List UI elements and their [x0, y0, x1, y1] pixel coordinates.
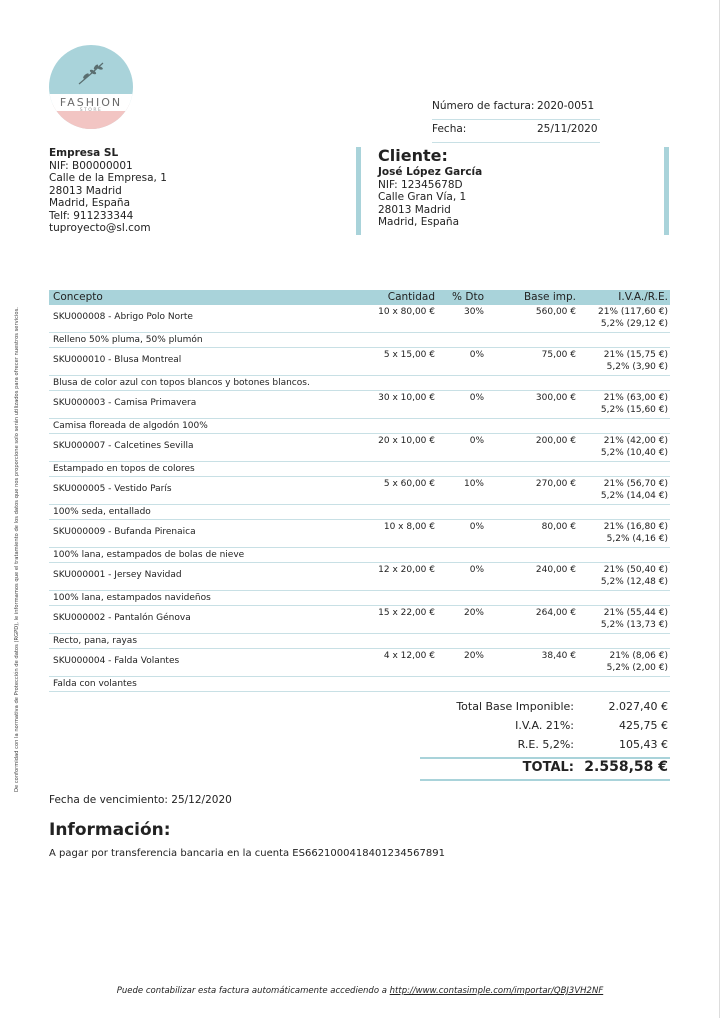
item-quantity: 5 x 60,00 € [383, 479, 435, 489]
item-re: 5,2% (10,40 €) [600, 448, 668, 458]
item-description: 100% lana, estampados navideños [53, 593, 211, 603]
iva-label: I.V.A. 21%: [515, 719, 574, 732]
table-body [49, 305, 670, 692]
privacy-note: De conformidad con la normativa de Protección de datos (RGPD), le informamos que el tratamiento de los datos que nos proporcione solo serán utilizados para ofrecer nuestros servicios. [14, 307, 20, 792]
item-discount: 20% [463, 651, 484, 661]
info-text: A pagar por transferencia bancaria en la cuenta ES6621000418401234567891 [49, 848, 445, 859]
company-street: Calle de la Empresa, 1 [49, 172, 167, 184]
item-iva: 21% (56,70 €) [603, 479, 668, 489]
info-title: Información: [49, 820, 171, 840]
item-description: Relleno 50% pluma, 50% plumón [53, 335, 203, 345]
table-row-description [49, 634, 670, 649]
table-row-description [49, 419, 670, 434]
item-iva: 21% (15,75 €) [603, 350, 668, 360]
company-nif: NIF: B00000001 [49, 159, 133, 172]
item-description: Estampado en topos de colores [53, 464, 195, 474]
item-concept: SKU000005 - Vestido París [53, 484, 172, 494]
item-discount: 0% [469, 436, 484, 446]
item-base: 80,00 € [541, 522, 576, 532]
item-re: 5,2% (12,48 €) [600, 577, 668, 587]
item-discount: 0% [469, 565, 484, 575]
item-concept: SKU000008 - Abrigo Polo Norte [53, 312, 193, 322]
table-row [49, 606, 670, 634]
total-base-value: 2.027,40 € [608, 700, 668, 713]
item-re: 5,2% (3,90 €) [606, 362, 668, 372]
item-quantity: 30 x 10,00 € [378, 393, 435, 403]
item-re: 5,2% (4,16 €) [606, 534, 668, 544]
invoice-date-label: Fecha: [432, 123, 467, 135]
grand-total-value: 2.558,58 € [584, 759, 668, 775]
table-row-description [49, 333, 670, 348]
item-concept: SKU000001 - Jersey Navidad [53, 570, 182, 580]
item-quantity: 10 x 8,00 € [383, 522, 435, 532]
header-concept: Concepto [53, 291, 103, 303]
table-header [49, 290, 670, 305]
item-quantity: 4 x 12,00 € [383, 651, 435, 661]
item-concept: SKU000002 - Pantalón Génova [53, 613, 191, 623]
grand-total-row [420, 757, 670, 781]
item-discount: 0% [469, 522, 484, 532]
item-iva: 21% (50,40 €) [603, 565, 668, 575]
table-row-description [49, 591, 670, 606]
item-base: 38,40 € [541, 651, 576, 661]
item-re: 5,2% (15,60 €) [600, 405, 668, 415]
item-discount: 0% [469, 393, 484, 403]
due-date: Fecha de vencimiento: 25/12/2020 [49, 794, 232, 806]
item-discount: 30% [463, 307, 484, 317]
item-base: 270,00 € [535, 479, 576, 489]
item-description: Camisa floreada de algodón 100% [53, 421, 208, 431]
re-row [420, 738, 670, 757]
item-description: Falda con volantes [53, 679, 137, 689]
company-phone: Telf: 911233344 [49, 209, 134, 222]
client-name: José López García [378, 166, 483, 178]
table-row-description [49, 376, 670, 391]
invoice-date-row [432, 120, 600, 143]
table-row [49, 305, 670, 333]
item-concept: SKU000007 - Calcetines Sevilla [53, 441, 194, 451]
company-email: tuproyecto@sl.com [49, 222, 151, 234]
total-base-row [420, 700, 670, 719]
client-nif: NIF: 12345678D [378, 178, 463, 191]
header-base: Base imp. [523, 291, 576, 303]
item-iva: 21% (55,44 €) [603, 608, 668, 618]
footer-text: Puede contabilizar esta factura automáticamente accediendo a [116, 986, 390, 996]
item-quantity: 5 x 15,00 € [383, 350, 435, 360]
item-iva: 21% (42,00 €) [603, 436, 668, 446]
table-row [49, 391, 670, 419]
item-quantity: 20 x 10,00 € [378, 436, 435, 446]
table-row [49, 434, 670, 462]
item-iva: 21% (117,60 €) [598, 307, 668, 317]
item-discount: 10% [463, 479, 484, 489]
re-value: 105,43 € [619, 738, 668, 751]
item-quantity: 15 x 22,00 € [378, 608, 435, 618]
table-row [49, 563, 670, 591]
company-name: Empresa SL [49, 147, 119, 159]
header-quantity: Cantidad [387, 291, 435, 303]
invoice-number-label: Número de factura: [432, 100, 535, 112]
item-re: 5,2% (13,73 €) [600, 620, 668, 630]
item-iva: 21% (16,80 €) [603, 522, 668, 532]
client-box-left-bar [356, 147, 361, 235]
item-base: 75,00 € [541, 350, 576, 360]
re-label: R.E. 5,2%: [517, 738, 574, 751]
company-block [49, 147, 167, 235]
table-row-description [49, 505, 670, 520]
footer-import-link[interactable]: http://www.contasimple.com/importar/QBJ3VH2NF [389, 986, 604, 996]
logo-subtitle: STORE [79, 108, 103, 113]
table-row-description [49, 548, 670, 563]
total-base-label: Total Base Imponible: [456, 700, 574, 713]
logo-wordmark: FASHION [49, 94, 133, 111]
client-city: Madrid, España [378, 216, 460, 228]
footer [0, 986, 720, 996]
table-row-description [49, 677, 670, 692]
item-discount: 20% [463, 608, 484, 618]
company-city: Madrid, España [49, 197, 131, 209]
item-base: 300,00 € [535, 393, 576, 403]
invoice-number-value: 2020-0051 [537, 100, 595, 112]
item-base: 240,00 € [535, 565, 576, 575]
item-description: 100% lana, estampados de bolas de nieve [53, 550, 245, 560]
item-base: 200,00 € [535, 436, 576, 446]
items-table [49, 290, 670, 692]
item-base: 560,00 € [535, 307, 576, 317]
iva-value: 425,75 € [619, 719, 668, 732]
item-concept: SKU000010 - Blusa Montreal [53, 355, 182, 365]
client-box-right-bar [664, 147, 669, 235]
item-re: 5,2% (14,04 €) [600, 491, 668, 501]
item-concept: SKU000009 - Bufanda Pirenaica [53, 527, 196, 537]
olive-branch-icon [76, 59, 106, 89]
item-quantity: 10 x 80,00 € [378, 307, 435, 317]
item-discount: 0% [469, 350, 484, 360]
client-postal: 28013 Madrid [378, 203, 451, 216]
client-street: Calle Gran Vía, 1 [378, 191, 467, 203]
item-re: 5,2% (2,00 €) [606, 663, 668, 673]
client-block [378, 146, 482, 229]
invoice-number-row [432, 97, 600, 120]
item-concept: SKU000004 - Falda Volantes [53, 656, 180, 666]
item-description: 100% seda, entallado [53, 507, 151, 517]
table-row [49, 477, 670, 505]
item-description: Blusa de color azul con topos blancos y botones blancos. [53, 378, 310, 388]
item-concept: SKU000003 - Camisa Primavera [53, 398, 197, 408]
header-discount: % Dto [452, 291, 484, 303]
item-quantity: 12 x 20,00 € [378, 565, 435, 575]
table-row [49, 520, 670, 548]
client-heading: Cliente: [378, 146, 448, 165]
grand-total-label: TOTAL: [522, 760, 574, 775]
company-logo [49, 45, 133, 129]
header-iva: I.V.A./R.E. [618, 291, 668, 303]
iva-row [420, 719, 670, 738]
company-postal: 28013 Madrid [49, 184, 122, 197]
item-description: Recto, pana, rayas [53, 636, 138, 646]
table-row [49, 348, 670, 376]
item-iva: 21% (63,00 €) [603, 393, 668, 403]
table-row-description [49, 462, 670, 477]
table-row [49, 649, 670, 677]
item-base: 264,00 € [535, 608, 576, 618]
item-iva: 21% (8,06 €) [609, 651, 668, 661]
item-re: 5,2% (29,12 €) [600, 319, 668, 329]
invoice-date-value: 25/11/2020 [537, 123, 598, 135]
